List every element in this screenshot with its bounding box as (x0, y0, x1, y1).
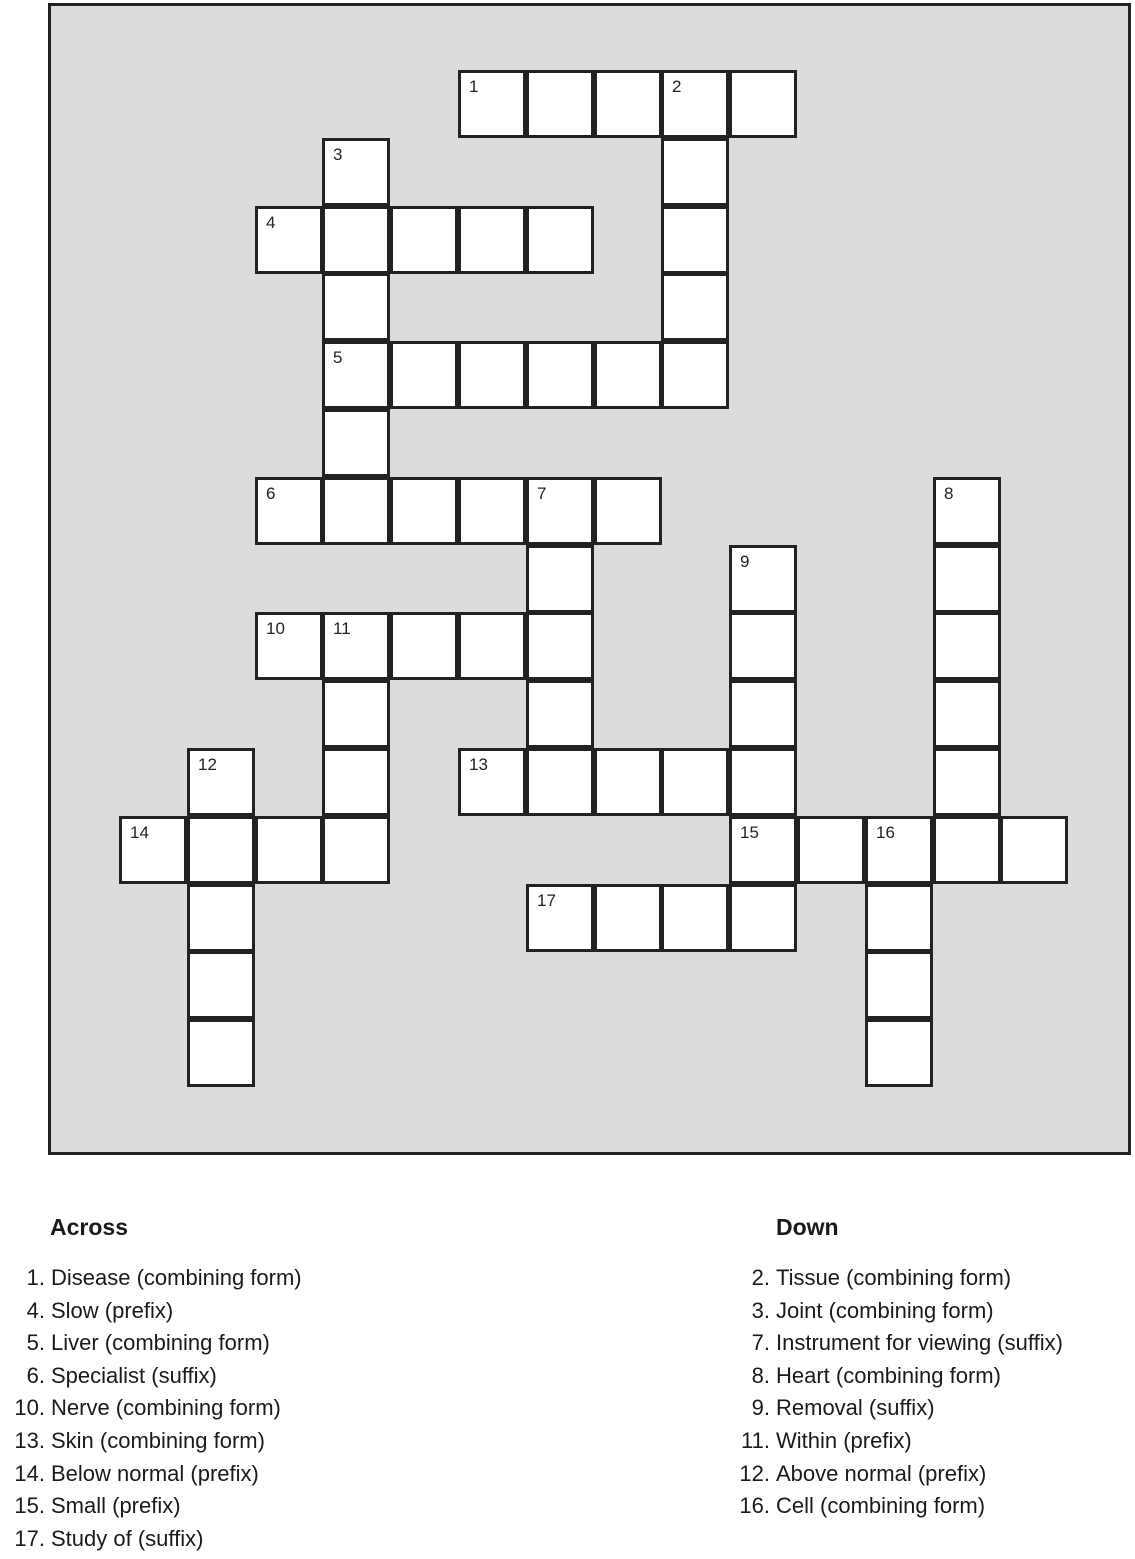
clue-text: Instrument for viewing (suffix) (776, 1330, 1063, 1356)
cell-number: 10 (266, 619, 285, 638)
crossword-cell[interactable] (729, 884, 797, 952)
cell-number: 2 (672, 77, 682, 96)
crossword-cell[interactable] (187, 748, 255, 816)
clue-text: Cell (combining form) (776, 1493, 986, 1519)
crossword-cell[interactable] (322, 748, 390, 816)
crossword-cell[interactable] (187, 816, 255, 884)
crossword-cell[interactable] (865, 951, 933, 1019)
crossword-cell[interactable] (187, 1019, 255, 1087)
crossword-cell[interactable] (933, 680, 1001, 748)
crossword-cell[interactable] (865, 1019, 933, 1087)
clue-text: Joint (combining form) (776, 1297, 994, 1323)
crossword-cell[interactable] (322, 477, 390, 545)
crossword-cell[interactable] (933, 816, 1001, 884)
crossword-cell[interactable] (661, 70, 729, 138)
crossword-cell[interactable] (729, 612, 797, 680)
crossword-cell[interactable] (322, 816, 390, 884)
crossword-cell[interactable] (187, 884, 255, 952)
clue-number: 16. (739, 1493, 770, 1519)
down-heading: Down (776, 1214, 839, 1240)
clue-text: Disease (combining form) (51, 1265, 302, 1290)
cell-number: 12 (198, 755, 217, 774)
clue-number: 10. (14, 1395, 45, 1421)
crossword-cell[interactable] (390, 477, 458, 545)
clue-number: 5. (26, 1330, 45, 1356)
cell-number: 3 (333, 145, 343, 164)
clue-number: 11. (741, 1427, 770, 1453)
clue-text: Nerve (combining form) (51, 1395, 281, 1421)
down-clue (730, 1295, 1130, 1328)
clue-text: Specialist (suffix) (51, 1362, 217, 1388)
down-clue (730, 1458, 1130, 1491)
across-clue-list (3, 1262, 363, 1555)
crossword-cell[interactable] (255, 612, 323, 680)
crossword-cell[interactable] (458, 477, 526, 545)
crossword-cell[interactable] (390, 206, 458, 274)
crossword-cell[interactable] (526, 545, 594, 613)
cell-number: 6 (266, 484, 276, 503)
cell-number: 16 (876, 823, 895, 842)
crossword-cell[interactable] (661, 748, 729, 816)
crossword-cell[interactable] (526, 884, 594, 952)
down-clue (730, 1327, 1130, 1360)
across-clue (3, 1490, 363, 1523)
clue-text: Liver (combining form) (51, 1330, 270, 1356)
crossword-cell[interactable] (661, 273, 729, 341)
across-clue (3, 1295, 363, 1328)
crossword-cell[interactable] (661, 341, 729, 409)
clue-number: 3. (751, 1297, 770, 1323)
crossword-cell[interactable] (729, 816, 797, 884)
across-clue (3, 1262, 363, 1295)
clue-text: Heart (combining form) (776, 1362, 1001, 1388)
clue-number: 15. (14, 1493, 45, 1519)
clue-text: Within (prefix) (776, 1427, 912, 1453)
crossword-cell[interactable] (458, 70, 526, 138)
across-clue (3, 1360, 363, 1393)
crossword-cell[interactable] (594, 477, 662, 545)
crossword-cell[interactable] (1000, 816, 1068, 884)
down-clue-list (730, 1262, 1130, 1523)
crossword-cell[interactable] (933, 612, 1001, 680)
crossword-cell[interactable] (322, 409, 390, 477)
across-clue (3, 1425, 363, 1458)
cell-number: 8 (944, 484, 954, 503)
across-clue (3, 1523, 363, 1556)
clue-text: Removal (suffix) (776, 1395, 935, 1421)
crossword-cell[interactable] (933, 748, 1001, 816)
crossword-cell[interactable] (390, 612, 458, 680)
crossword-cell[interactable] (526, 680, 594, 748)
crossword-cell[interactable] (255, 477, 323, 545)
cell-number: 13 (469, 755, 488, 774)
down-clue (730, 1425, 1130, 1458)
crossword-cell[interactable] (322, 612, 390, 680)
clue-number: 6. (26, 1362, 45, 1388)
crossword-cell[interactable] (865, 884, 933, 952)
cell-number: 9 (740, 552, 750, 571)
crossword-cell[interactable] (458, 206, 526, 274)
clue-number: 13. (14, 1427, 45, 1453)
cell-number: 15 (740, 823, 759, 842)
crossword-cell[interactable] (594, 70, 662, 138)
clue-text: Below normal (prefix) (51, 1460, 259, 1486)
crossword-cell[interactable] (729, 545, 797, 613)
crossword-cell[interactable] (322, 273, 390, 341)
crossword-cell[interactable] (255, 816, 323, 884)
down-clue (730, 1360, 1130, 1393)
cell-number: 4 (266, 213, 276, 232)
crossword-cell[interactable] (594, 748, 662, 816)
crossword-cell[interactable] (661, 884, 729, 952)
crossword-cell[interactable] (594, 341, 662, 409)
clue-text: Small (prefix) (51, 1493, 181, 1519)
crossword-cell[interactable] (526, 70, 594, 138)
clue-number: 4. (26, 1297, 45, 1323)
crossword-cell[interactable] (729, 70, 797, 138)
crossword-cell[interactable] (594, 884, 662, 952)
down-clue (730, 1392, 1130, 1425)
crossword-cell[interactable] (661, 206, 729, 274)
down-clue (730, 1490, 1130, 1523)
cell-number: 5 (333, 348, 343, 367)
crossword-cell[interactable] (119, 816, 187, 884)
crossword-cell[interactable] (526, 341, 594, 409)
crossword-cell[interactable] (865, 816, 933, 884)
crossword-cell[interactable] (390, 341, 458, 409)
crossword-cell[interactable] (526, 477, 594, 545)
clue-text: Above normal (prefix) (776, 1460, 987, 1486)
cell-number: 1 (469, 77, 479, 96)
crossword-cell[interactable] (322, 138, 390, 206)
crossword-cell[interactable] (322, 680, 390, 748)
clue-number: 12. (739, 1460, 770, 1486)
clue-number: 14. (14, 1460, 45, 1486)
crossword-cell[interactable] (458, 341, 526, 409)
cell-number: 7 (537, 484, 547, 503)
across-heading: Across (50, 1214, 128, 1240)
cell-number: 17 (537, 891, 556, 910)
crossword-cell[interactable] (255, 206, 323, 274)
cell-number: 14 (130, 823, 149, 842)
crossword-cell[interactable] (187, 951, 255, 1019)
clue-number: 17. (14, 1525, 45, 1551)
crossword-cell[interactable] (458, 748, 526, 816)
clue-number: 2. (751, 1265, 770, 1290)
crossword-cell[interactable] (933, 545, 1001, 613)
crossword-cell[interactable] (526, 206, 594, 274)
clue-number: 7. (751, 1330, 770, 1356)
clue-number: 8. (751, 1362, 770, 1388)
across-clue (3, 1392, 363, 1425)
crossword-cell[interactable] (526, 748, 594, 816)
clue-number: 9. (751, 1395, 770, 1421)
clue-text: Skin (combining form) (51, 1427, 265, 1453)
crossword-cell[interactable] (933, 477, 1001, 545)
cell-number: 11 (333, 619, 351, 638)
clue-text: Study of (suffix) (51, 1525, 204, 1551)
crossword-cell[interactable] (797, 816, 865, 884)
clue-number: 1. (26, 1265, 45, 1290)
crossword-cell[interactable] (729, 680, 797, 748)
crossword-cell[interactable] (322, 341, 390, 409)
down-clue (730, 1262, 1130, 1295)
crossword-cell[interactable] (526, 612, 594, 680)
crossword-cell[interactable] (458, 612, 526, 680)
clue-text: Tissue (combining form) (776, 1265, 1012, 1290)
crossword-cell[interactable] (729, 748, 797, 816)
across-clue (3, 1458, 363, 1491)
across-clue (3, 1327, 363, 1360)
clue-text: Slow (prefix) (51, 1297, 174, 1323)
crossword-cell[interactable] (661, 138, 729, 206)
crossword-cell[interactable] (322, 206, 390, 274)
